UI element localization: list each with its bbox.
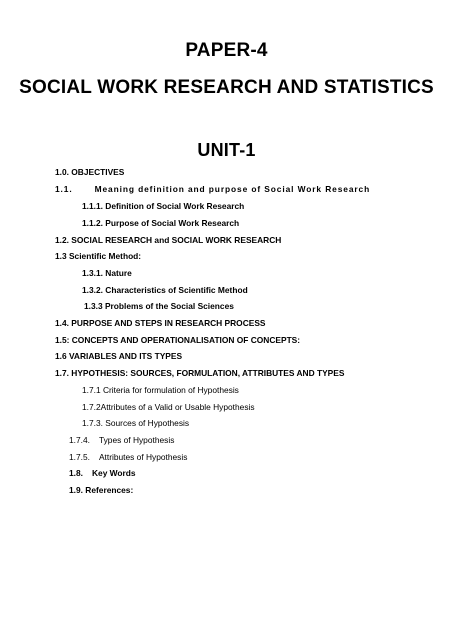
toc-item-number: 1.7.5. xyxy=(69,452,90,462)
toc-item-number: 1.7.4. xyxy=(69,435,90,445)
toc-item-1-7-2: 1.7.2Attributes of a Valid or Usable Hypothesis xyxy=(82,402,255,412)
paper-number-heading: PAPER-4 xyxy=(185,40,268,61)
toc-item-number: 1.1. xyxy=(55,184,73,194)
toc-item-number: 1.8. xyxy=(69,468,83,478)
document-title: SOCIAL WORK RESEARCH AND STATISTICS xyxy=(19,77,434,98)
toc-item-label: Types of Hypothesis xyxy=(98,435,175,445)
toc-item-1-6: 1.6 VARIABLES AND ITS TYPES xyxy=(55,351,183,361)
toc-item-1-7-5 xyxy=(69,452,187,463)
unit-heading: UNIT-1 xyxy=(197,140,256,160)
toc-item-1-7-3: 1.7.3. Sources of Hypothesis xyxy=(82,418,190,428)
toc-item-1-2: 1.2. SOCIAL RESEARCH and SOCIAL WORK RESEARCH xyxy=(55,235,282,245)
toc-item-1-1-1: 1.1.1. Definition of Social Work Research xyxy=(82,201,245,211)
toc-item-1-4: 1.4. PURPOSE AND STEPS IN RESEARCH PROCESS xyxy=(55,318,266,328)
toc-item-1-7: 1.7. HYPOTHESIS: SOURCES, FORMULATION, ATTRIBUTES AND TYPES xyxy=(55,368,345,378)
toc-item-1-1-2: 1.1.2. Purpose of Social Work Research xyxy=(82,218,240,228)
toc-item-1-1 xyxy=(55,184,370,195)
toc-item-1-3-2: 1.3.2. Characteristics of Scientific Method xyxy=(82,285,248,295)
toc-item-1-7-4 xyxy=(69,435,174,446)
toc-item-1-3-3: 1.3.3 Problems of the Social Sciences xyxy=(84,301,234,311)
toc-item-1-9: 1.9. References: xyxy=(69,485,134,495)
toc-item-label: Attributes of Hypothesis xyxy=(98,452,188,462)
toc-item-1-5: 1.5: CONCEPTS AND OPERATIONALISATION OF CONCEPTS: xyxy=(55,335,301,345)
toc-item-1-0: 1.0. OBJECTIVES xyxy=(55,167,125,177)
toc-item-1-8 xyxy=(69,468,136,479)
toc-item-label: Key Words xyxy=(91,468,136,478)
toc-item-label: Meaning definition and purpose of Social Work Research xyxy=(94,184,371,194)
toc-item-1-7-1: 1.7.1 Criteria for formulation of Hypothesis xyxy=(82,385,239,395)
toc-item-1-3: 1.3 Scientific Method: xyxy=(55,251,142,261)
toc-item-1-3-1: 1.3.1. Nature xyxy=(82,268,132,278)
